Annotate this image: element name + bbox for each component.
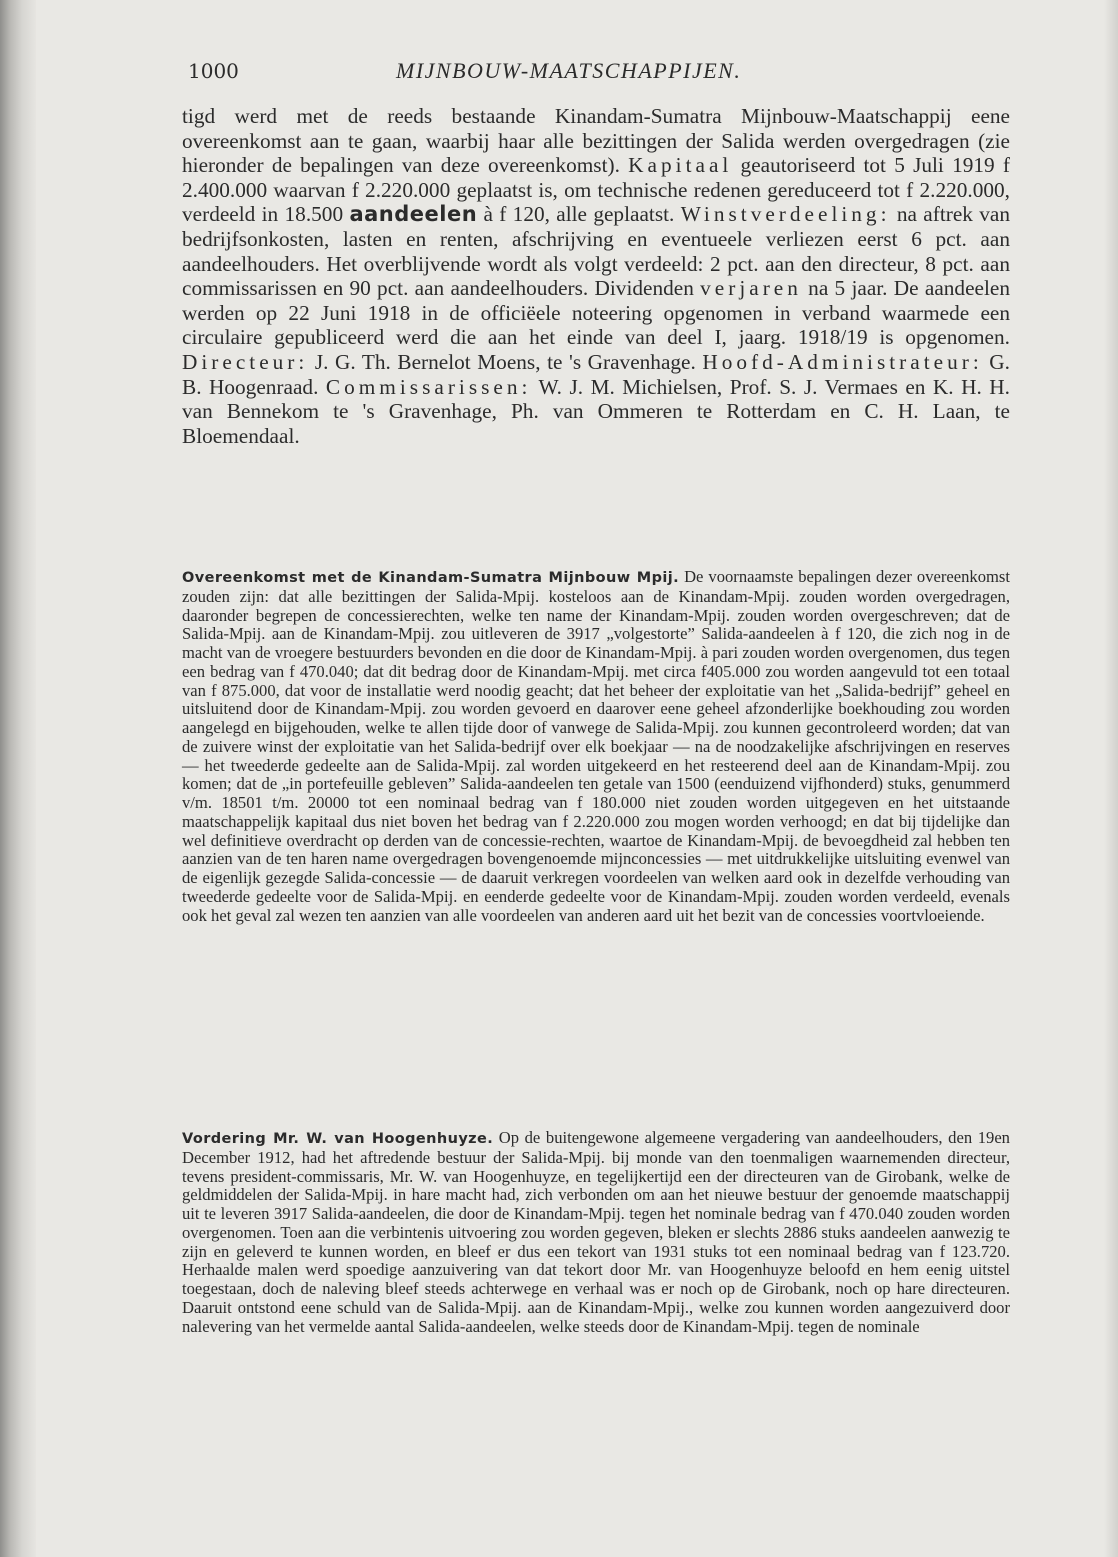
label-commissarissen: Commissarissen:	[325, 374, 532, 399]
agreement-text: De voornaamste bepalingen dezer overeenkomst zouden zijn: dat alle bezittingen der Salida-Mpij. kosteloos aan de Kinandam-Mpij. zouden worden overgedragen, daaronder begrepen de concessierechten, welke ten name der Kinandam-Mpij. zouden worden overgeschreven; dat de Salida-Mpij. aan de Kinandam-Mpij. zou uitleveren de 3917 „volgestorte” Salida-aandeelen à f 120, die zich nog in de macht van de vroegere bestuurders bevonden en die door de Kinandam-Mpij. à pari zouden worden overgenomen, dus tegen een bedrag van f 470.040; dat dit bedrag door de Kinandam-Mpij. met circa f405.000 zou worden aangevuld tot een totaal van f 875.000, dat voor de installatie werd noodig geacht; dat het beheer der exploitatie van het „Salida-bedrijf” geheel en uitsluitend door de Kinandam-Mpij. zou worden gevoerd en daarover eene geheel afzonderlijke boekhouding zou worden aangelegd en bijgehouden, welke te allen tijde door of vanwege de Salida-Mpij. zou kunnen gecontroleerd worden; dat van de zuivere winst der exploitatie van het Salida-bedrijf over elk boekjaar — na de noodzakelijke afschrijvingen en reserves — het tweederde gedeelte aan de Salida-Mpij. zal worden uitgekeerd en het resteerend deel aan de Kinandam-Mpij. zou komen; dat de „in portefeuille gebleven” Salida-aandeelen ten getale van 1500 (eenduizend vijfhonderd) stuks, genummerd v/m. 18501 t/m. 20000 tot een nominaal bedrag van f 180.000 niet zouden worden uitgegeven en het uitstaande maatschappelijk kapitaal dus niet boven het bedrag van f 2.220.000 zou mogen worden verhoogd; en dat bij tijdelijke dan wel definitieve overdracht op derden van de concessie-rechten, waartoe de Kinandam-Mpij. de bevoegdheid zal hebben ten aanzien van de ten haren name overgedragen bovengenoemde mijnconcessies — met uitdrukkelijke uitsluiting evenwel van de eigenlijk gezegde Salida-concessie — de daaruit verkregen voordeelen van welken aard ook in dezelfde verhouding van tweederde gedeelte voor de Salida-Mpij. en eenderde gedeelte voor de Kinandam-Mpij. zouden worden verdeeld, evenals ook het geval zal wezen ten aanzien van alle voordeelen van anderen aard uit het bezit van de concessies voortvloeiende.	[182, 567, 1010, 925]
running-title: MIJNBOUW-MAATSCHAPPIJEN.	[396, 58, 742, 83]
company-description-paragraph	[182, 104, 1010, 448]
claim-paragraph	[182, 1129, 1010, 1336]
running-header	[178, 56, 1014, 86]
page-spine-shadow	[0, 0, 36, 1557]
text-run: W. J. M. Michielsen, Prof. S. J. Vermaes en K. H. H. van Bennekom te 's Gravenhage, Ph. van Ommeren te Rotterdam en C. H. Laan, te Bloemendaal.	[182, 374, 1010, 448]
page-number: 1000	[188, 59, 239, 83]
claim-text: Op de buitengewone algemeene vergadering van aandeelhouders, den 19en December 1912, had het aftredende bestuur der Salida-Mpij. bij monde van den toenmaligen waarnemenden directeur, tevens president-commissaris, Mr. W. van Hoogenhuyze, en tegelijkertijd een der directeuren van de Girobank, welke de geldmiddelen der Salida-Mpij. in hare macht had, zich verbonden om aan het nieuwe bestuur der genoemde maatschappij uit te leveren 3917 Salida-aandeelen, die door de Kinandam-Mpij. tegen het nominale bedrag van f 470.040 zouden worden overgenomen. Toen aan die verbintenis uitvoering zou worden gegeven, bleken er slechts 2886 stuks aandeelen aanwezig te zijn en geleverd te kunnen worden, en bleef er dus een tekort van 1931 stuks tot een nominaal bedrag van f 123.720. Herhaalde malen werd spoedige aanzuivering van dat tekort door Mr. van Hoogenhuyze beloofd en hem eenig uitstel toegestaan, doch de naleving bleef steeds achterwege en verhaal was er noch op de Girobank, noch op hare directeuren. Daaruit ontstond eene schuld van de Salida-Mpij. aan de Kinandam-Mpij., welke zou kunnen worden aangezuiverd door nalevering van het vermelde aantal Salida-aandeelen, welke steeds door de Kinandam-Mpij. tegen de nominale	[182, 1128, 1010, 1336]
text-run: G. B. Hoogenraad.	[182, 349, 1010, 399]
text-run: na aftrek van bedrijfsonkosten, lasten en renten, afschrijving en eventueele verliezen eerst 6 pct. aan aandeelhouders. Het overblijvende wordt als volgt verdeeld: 2 pct. aan den directeur, 8 pct. aan commissarissen en 90 pct. aan aandeelhouders. Dividenden	[182, 202, 1011, 301]
label-verjaren: verjaren	[700, 276, 802, 301]
agreement-heading: Overeenkomst met de Kinandam-Sumatra Mijnbouw Mpij.	[182, 570, 680, 586]
label-directeur: Directeur:	[182, 349, 309, 374]
text-run: J. G. Th. Bernelot Moens, te 's Gravenhage.	[308, 349, 703, 374]
text-run: na 5 jaar. De aandeelen werden op 22 Juni 1918 in de officiëele noteering opgenomen in verband waarmede een circulaire gepubliceerd werd die aan het einde van deel I, jaarg. 1918/19 is opgenomen.	[182, 276, 1010, 350]
text-run: à f 120, alle geplaatst.	[477, 202, 681, 227]
text-run: geautoriseerd tot 5 Juli 1919 f 2.400.000 waarvan f 2.220.000 geplaatst is, om technische redenen gereduceerd tot f 2.220.000, verdeeld in 18.500	[182, 153, 1010, 227]
text-run: tigd werd met de reeds bestaande Kinandam-Sumatra Mijnbouw-Maatschappij eene overeenkomst aan te gaan, waarbij haar alle bezittingen der Salida werden overgedragen (zie hieronder de bepalingen van deze overeenkomst).	[182, 104, 1010, 178]
label-hoofd-administrateur: Hoofd-Administrateur:	[702, 349, 983, 374]
label-winstverdeeling: Winstverdeeling:	[680, 202, 891, 227]
label-aandeelen: aandeelen	[349, 202, 478, 227]
label-kapitaal: Kapitaal	[628, 153, 733, 178]
page-edge	[1104, 0, 1118, 1557]
agreement-paragraph	[182, 568, 1010, 925]
claim-heading: Vordering Mr. W. van Hoogenhuyze.	[182, 1131, 494, 1147]
